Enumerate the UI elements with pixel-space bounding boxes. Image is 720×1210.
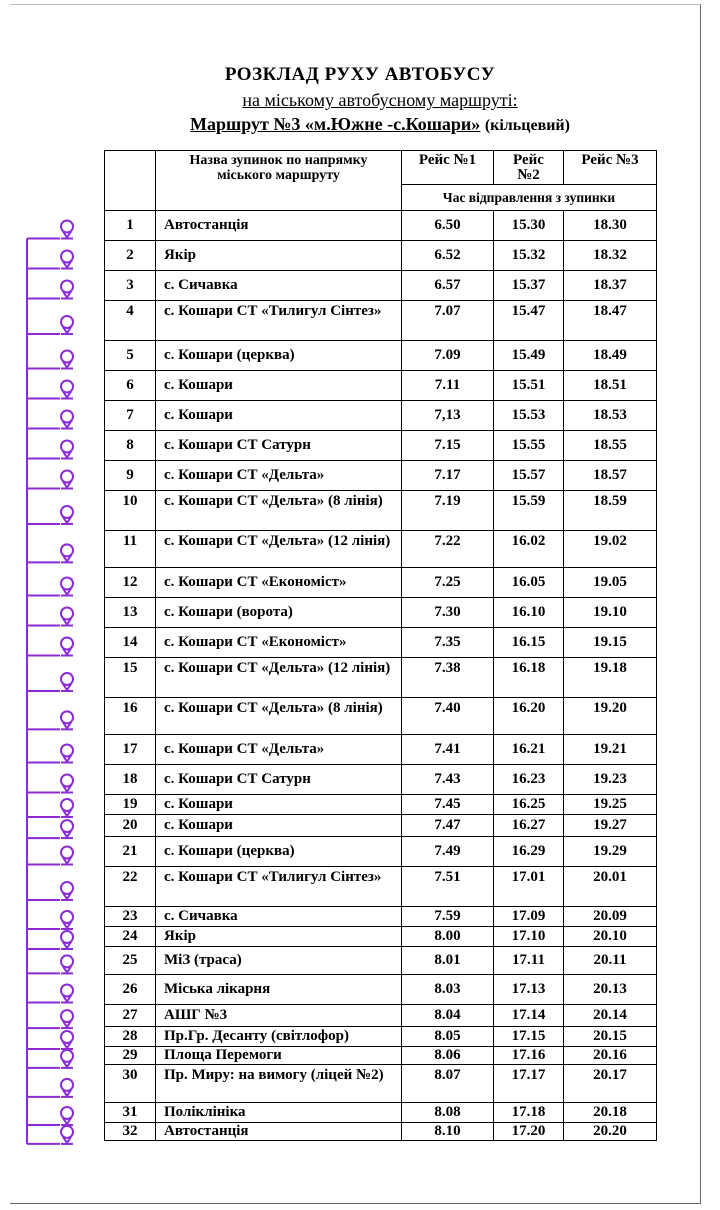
map-pin-icon: [27, 1079, 73, 1097]
map-pin-icon: [27, 882, 73, 900]
trip-2-time: 17.16: [494, 1047, 564, 1065]
header-number: [105, 151, 156, 211]
table-row: [105, 735, 657, 765]
row-number: 23: [105, 907, 156, 927]
trip-1-time: 7.59: [402, 907, 494, 927]
trip-1-time: 7.41: [402, 735, 494, 765]
trip-2-time: 16.23: [494, 765, 564, 795]
header-trip-3: Рейс №3: [564, 151, 657, 185]
trip-1-time: 7.19: [402, 491, 494, 531]
trip-3-time: 20.10: [564, 927, 657, 947]
stop-name: Поліклініка: [156, 1103, 402, 1123]
map-pin-icon: [27, 985, 73, 1003]
map-pin-icon: [27, 411, 73, 429]
stop-name: Міська лікарня: [156, 975, 402, 1005]
stop-name: с. Кошари (ворота): [156, 598, 402, 628]
trip-3-time: 20.14: [564, 1005, 657, 1027]
trip-2-time: 15.30: [494, 211, 564, 241]
trip-2-time: 15.55: [494, 431, 564, 461]
map-pin-icon: [27, 221, 73, 239]
trip-2-time: 15.47: [494, 301, 564, 341]
row-number: 29: [105, 1047, 156, 1065]
trip-3-time: 19.27: [564, 815, 657, 837]
row-number: 6: [105, 371, 156, 401]
trip-2-time: 16.02: [494, 531, 564, 568]
trip-2-time: 15.53: [494, 401, 564, 431]
table-row: [105, 461, 657, 491]
row-number: 9: [105, 461, 156, 491]
trip-3-time: 18.51: [564, 371, 657, 401]
table-row: [105, 531, 657, 568]
row-number: 21: [105, 837, 156, 867]
trip-2-time: 16.21: [494, 735, 564, 765]
trip-3-time: 19.29: [564, 837, 657, 867]
map-pin-icon: [27, 471, 73, 489]
table-row: [105, 271, 657, 301]
row-number: 3: [105, 271, 156, 301]
table-row: [105, 628, 657, 658]
trip-1-time: 7.49: [402, 837, 494, 867]
map-pin-icon: [27, 911, 73, 929]
trip-1-time: 8.06: [402, 1047, 494, 1065]
trip-1-time: 7.35: [402, 628, 494, 658]
stop-name: с. Кошари (церква): [156, 341, 402, 371]
trip-3-time: 19.21: [564, 735, 657, 765]
stop-name: с. Кошари СТ Сатурн: [156, 431, 402, 461]
map-pin-icon: [27, 578, 73, 596]
trip-1-time: 7,13: [402, 401, 494, 431]
trip-1-time: 7.17: [402, 461, 494, 491]
table-row: [105, 241, 657, 271]
row-number: 15: [105, 658, 156, 698]
trip-1-time: 8.00: [402, 927, 494, 947]
row-number: 11: [105, 531, 156, 568]
table-row: [105, 568, 657, 598]
trip-1-time: 8.04: [402, 1005, 494, 1027]
trip-2-time: 16.18: [494, 658, 564, 698]
trip-1-time: 8.01: [402, 947, 494, 975]
trip-2-time: 16.29: [494, 837, 564, 867]
trip-1-time: 6.57: [402, 271, 494, 301]
map-pin-icon: [27, 820, 73, 838]
trip-3-time: 19.20: [564, 698, 657, 735]
map-pin-icon: [27, 1107, 73, 1125]
table-row: [105, 1005, 657, 1027]
trip-3-time: 19.10: [564, 598, 657, 628]
trip-2-time: 17.01: [494, 867, 564, 907]
table-row: [105, 698, 657, 735]
row-number: 2: [105, 241, 156, 271]
trip-2-time: 16.10: [494, 598, 564, 628]
trip-2-time: 17.20: [494, 1123, 564, 1141]
map-pin-icon: [27, 441, 73, 459]
trip-1-time: 8.07: [402, 1065, 494, 1103]
table-row: [105, 1065, 657, 1103]
row-number: 16: [105, 698, 156, 735]
trip-2-time: 16.20: [494, 698, 564, 735]
map-pin-icon: [27, 745, 73, 763]
stop-name: с. Кошари СТ «Дельта» (8 лінія): [156, 698, 402, 735]
trip-3-time: 19.25: [564, 795, 657, 815]
trip-3-time: 20.15: [564, 1027, 657, 1047]
trip-1-time: 7.22: [402, 531, 494, 568]
table-row: [105, 947, 657, 975]
stop-name: с. Кошари СТ «Економіст»: [156, 568, 402, 598]
table-row: [105, 658, 657, 698]
header-trip-2: Рейс №2: [494, 151, 564, 185]
row-number: 26: [105, 975, 156, 1005]
document-title: РОЗКЛАД РУХУ АВТОБУСУ: [224, 64, 496, 85]
stop-name: с. Кошари СТ «Дельта» (12 лінія): [156, 531, 402, 568]
map-pin-icon: [27, 316, 73, 334]
table-row: [105, 795, 657, 815]
row-number: 19: [105, 795, 156, 815]
trip-3-time: 19.02: [564, 531, 657, 568]
row-number: 10: [105, 491, 156, 531]
map-pin-icon: [27, 544, 73, 562]
row-number: 1: [105, 211, 156, 241]
row-number: 30: [105, 1065, 156, 1103]
trip-2-time: 17.09: [494, 907, 564, 927]
table-row: [105, 211, 657, 241]
stop-name: Площа Перемоги: [156, 1047, 402, 1065]
table-row: [105, 1027, 657, 1047]
row-number: 20: [105, 815, 156, 837]
row-number: 22: [105, 867, 156, 907]
stop-name: Автостанція: [156, 211, 402, 241]
row-number: 5: [105, 341, 156, 371]
header-trip-1: Рейс №1: [402, 151, 494, 185]
row-number: 18: [105, 765, 156, 795]
map-pin-icon: [27, 673, 73, 691]
map-pin-icon: [27, 638, 73, 656]
table-row: [105, 401, 657, 431]
map-pin-icon: [27, 775, 73, 793]
map-pin-icon: [27, 799, 73, 817]
stop-name: с. Кошари (церква): [156, 837, 402, 867]
stop-name: с. Кошари СТ Сатурн: [156, 765, 402, 795]
stop-name: с. Кошари СТ «Дельта»: [156, 735, 402, 765]
stop-name: Пр. Миру: на вимогу (ліцей №2): [156, 1065, 402, 1103]
map-pin-icon: [27, 1050, 73, 1068]
trip-2-time: 15.49: [494, 341, 564, 371]
trip-3-time: 20.18: [564, 1103, 657, 1123]
row-number: 17: [105, 735, 156, 765]
trip-1-time: 7.45: [402, 795, 494, 815]
stop-name: МіЗ (траса): [156, 947, 402, 975]
map-pin-icon: [27, 506, 73, 524]
map-pin-icon: [27, 1010, 73, 1028]
route-name: Маршрут №3 «м.Южне -с.Кошари»: [190, 114, 481, 134]
stop-name: с. Сичавка: [156, 271, 402, 301]
trip-3-time: 19.15: [564, 628, 657, 658]
trip-1-time: 7.07: [402, 301, 494, 341]
trip-3-time: 20.17: [564, 1065, 657, 1103]
row-number: 25: [105, 947, 156, 975]
header-departure-time: Час відправлення з зупинки: [402, 185, 657, 211]
table-row: [105, 301, 657, 341]
map-pin-icon: [27, 608, 73, 626]
map-pin-icon: [27, 1031, 73, 1049]
table-row: [105, 341, 657, 371]
table-row: [105, 491, 657, 531]
trip-1-time: 6.52: [402, 241, 494, 271]
trip-3-time: 20.16: [564, 1047, 657, 1065]
trip-1-time: 7.40: [402, 698, 494, 735]
trip-1-time: 8.03: [402, 975, 494, 1005]
trip-2-time: 15.57: [494, 461, 564, 491]
trip-2-time: 17.14: [494, 1005, 564, 1027]
schedule-table: [104, 150, 657, 1141]
header-stops: Назва зупинок по напрямку міського маршруту: [156, 151, 402, 211]
stop-name: Якір: [156, 241, 402, 271]
trip-3-time: 19.23: [564, 765, 657, 795]
trip-1-time: 7.15: [402, 431, 494, 461]
stop-name: с. Кошари: [156, 815, 402, 837]
row-number: 32: [105, 1123, 156, 1141]
trip-3-time: 18.49: [564, 341, 657, 371]
map-pin-icon: [27, 711, 73, 729]
row-number: 13: [105, 598, 156, 628]
row-number: 27: [105, 1005, 156, 1027]
trip-2-time: 17.10: [494, 927, 564, 947]
trip-2-time: 17.11: [494, 947, 564, 975]
trip-3-time: 18.53: [564, 401, 657, 431]
table-row: [105, 371, 657, 401]
table-row: [105, 1047, 657, 1065]
trip-3-time: 20.20: [564, 1123, 657, 1141]
table-row: [105, 815, 657, 837]
stop-name: с. Кошари: [156, 795, 402, 815]
row-number: 8: [105, 431, 156, 461]
route-note: (кільцевий): [484, 117, 570, 134]
table-row: [105, 837, 657, 867]
trip-2-time: 17.17: [494, 1065, 564, 1103]
trip-1-time: 8.08: [402, 1103, 494, 1123]
stop-name: АШГ №3: [156, 1005, 402, 1027]
trip-2-time: 17.15: [494, 1027, 564, 1047]
stop-name: с. Кошари СТ «Дельта»: [156, 461, 402, 491]
table-row: [105, 598, 657, 628]
table-row: [105, 927, 657, 947]
row-number: 4: [105, 301, 156, 341]
trip-2-time: 15.59: [494, 491, 564, 531]
row-number: 7: [105, 401, 156, 431]
row-number: 12: [105, 568, 156, 598]
table-row: [105, 975, 657, 1005]
stop-name: с. Кошари СТ «Тилигул Сінтез»: [156, 301, 402, 341]
map-pin-icon: [27, 931, 73, 949]
table-row: [105, 431, 657, 461]
trip-1-time: 7.38: [402, 658, 494, 698]
table-row: [105, 765, 657, 795]
trip-2-time: 16.15: [494, 628, 564, 658]
map-pin-icon: [27, 381, 73, 399]
trip-1-time: 7.11: [402, 371, 494, 401]
map-pin-icon: [27, 251, 73, 269]
trip-2-time: 17.13: [494, 975, 564, 1005]
trip-2-time: 16.25: [494, 795, 564, 815]
document-subtitle: на міському автобусному маршруті:: [242, 90, 518, 110]
stop-name: Пр.Гр. Десанту (світлофор): [156, 1027, 402, 1047]
table-row: [105, 1123, 657, 1141]
trip-3-time: 19.18: [564, 658, 657, 698]
trip-3-time: 20.09: [564, 907, 657, 927]
map-pin-icon: [27, 1126, 73, 1144]
trip-2-time: 15.32: [494, 241, 564, 271]
row-number: 24: [105, 927, 156, 947]
trip-3-time: 18.37: [564, 271, 657, 301]
trip-1-time: 7.25: [402, 568, 494, 598]
trip-1-time: 6.50: [402, 211, 494, 241]
table-row: [105, 867, 657, 907]
row-number: 28: [105, 1027, 156, 1047]
map-pin-icon: [27, 281, 73, 299]
table-row: [105, 907, 657, 927]
trip-1-time: 8.10: [402, 1123, 494, 1141]
stop-name: Автостанція: [156, 1123, 402, 1141]
trip-2-time: 17.18: [494, 1103, 564, 1123]
stop-name: с. Кошари СТ «Тилигул Сінтез»: [156, 867, 402, 907]
trip-1-time: 7.43: [402, 765, 494, 795]
trip-1-time: 7.09: [402, 341, 494, 371]
trip-3-time: 18.32: [564, 241, 657, 271]
row-number: 31: [105, 1103, 156, 1123]
trip-3-time: 18.55: [564, 431, 657, 461]
map-pin-icon: [27, 351, 73, 369]
row-number: 14: [105, 628, 156, 658]
trip-2-time: 15.37: [494, 271, 564, 301]
trip-3-time: 20.01: [564, 867, 657, 907]
trip-1-time: 7.47: [402, 815, 494, 837]
trip-3-time: 18.30: [564, 211, 657, 241]
route-heading: [0, 114, 720, 135]
stop-name: с. Кошари СТ «Дельта» (8 лінія): [156, 491, 402, 531]
stop-name: с. Кошари СТ «Економіст»: [156, 628, 402, 658]
route-diagram: [0, 0, 104, 1210]
trip-2-time: 16.05: [494, 568, 564, 598]
trip-1-time: 7.30: [402, 598, 494, 628]
map-pin-icon: [27, 955, 73, 973]
stop-name: Якір: [156, 927, 402, 947]
trip-3-time: 18.59: [564, 491, 657, 531]
trip-3-time: 19.05: [564, 568, 657, 598]
trip-2-time: 15.51: [494, 371, 564, 401]
stop-name: с. Кошари: [156, 401, 402, 431]
trip-1-time: 7.51: [402, 867, 494, 907]
stop-name: с. Кошари СТ «Дельта» (12 лінія): [156, 658, 402, 698]
stop-name: с. Кошари: [156, 371, 402, 401]
trip-3-time: 18.57: [564, 461, 657, 491]
map-pin-icon: [27, 847, 73, 865]
trip-2-time: 16.27: [494, 815, 564, 837]
stop-name: с. Сичавка: [156, 907, 402, 927]
table-row: [105, 1103, 657, 1123]
trip-1-time: 8.05: [402, 1027, 494, 1047]
trip-3-time: 20.13: [564, 975, 657, 1005]
trip-3-time: 18.47: [564, 301, 657, 341]
trip-3-time: 20.11: [564, 947, 657, 975]
